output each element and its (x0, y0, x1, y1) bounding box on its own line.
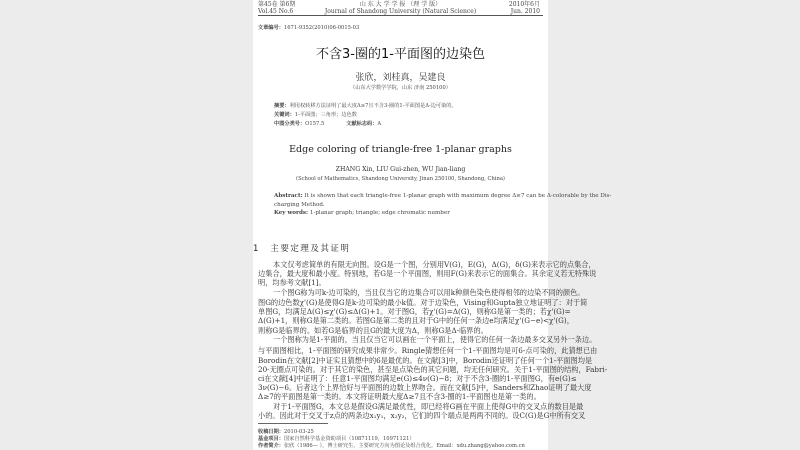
footnote-text: 2010-03-25 (283, 429, 314, 435)
date-en: Jun. 2010 (510, 8, 540, 15)
section-number: 1 (253, 244, 259, 254)
abstract-cn (274, 102, 457, 109)
authors-en: ZHANG Xin, LIU Gui-zhen, WU Jian-liang (335, 166, 466, 173)
body-line: 明，均参考文献[1]。 (258, 278, 326, 287)
footnote-received (258, 428, 314, 435)
body-line: ci在文献[4]中证明了：任意1-平面图均满足e(G)≤4ν(G)−8；对于不含3-圈的1-平面图G，有e(G)≤ (258, 374, 577, 383)
title-cn: 不含3-圈的1-平面图的边染色 (316, 47, 485, 62)
body-line: 与平面图相比，1-平面图的研究成果非常少。Ringle猜想任何一个1-平面图均是可6-点可染的，此猜想已由 (258, 346, 598, 355)
body-line: 一个图称为是1-平面的，当且仅当它可以画在一个平面上，使得它的任何一条边最多交叉另外一条边。 (273, 335, 597, 344)
doc-code-value: A (377, 121, 382, 127)
footnote-author (258, 442, 525, 449)
keywords-en-label: Key words: (274, 210, 309, 216)
section-title: 主要定理及其证明 (270, 244, 351, 254)
keywords-cn-text: 1-平面图；三角形；边色数 (294, 112, 357, 118)
body-line: 3ν(G)−6。后者这个上界恰好与平面图的边数上界吻合。而在文献[5]中，Sanders和Zhao证明了最大度 (258, 383, 592, 392)
body-line: 则称G是临界的。如若G是临界的且G的最大度为Δ，则称G是Δ-临界的。 (258, 326, 488, 335)
footnote-funding (258, 435, 415, 442)
abstract-cn-label: 摘要： (274, 103, 290, 109)
body-line: 本文仅考虑简单的有限无向图。设G是一个图，分别用V(G)，E(G)，Δ(G)，δ(G)来表示它的点集合， (273, 260, 596, 269)
title-en: Edge coloring of triangle-free 1-planar graphs (289, 144, 512, 155)
classification (274, 120, 381, 127)
body-line: 20-无圈点可染的。对于其它的染色，甚至是点染色的其它问题，均无任何研究。关于1-平面图的结构，Fabri- (258, 365, 608, 374)
body-line: 小的。因此对于交叉于z点的两条边x₁y₁，x₂y₂，它们的四个端点是两两不同的。设C(G)是G中所有交叉 (258, 411, 586, 420)
body-line: Δ≥7的平面图是第一类的。本文将证明最大度Δ≥7且不含3-圈的1-平面图也是第一类的。 (258, 392, 541, 401)
keywords-en (274, 210, 450, 216)
clc-value: O157.5 (305, 121, 325, 127)
header-rule (258, 15, 543, 16)
body-line: Δ(G)+1，则称G是第二类的。若图G是第二类的且对于G中的任何一条边e均满足χ'(G−e)<χ'(G)， (258, 316, 574, 325)
article-number-value: 1671-9352(2010)06-0015-03 (283, 25, 360, 31)
abstract-en (274, 193, 611, 199)
footnote-rule (258, 423, 328, 424)
body-line: 一个图G称为可k-边可染的，当且仅当它的边集合可以用k种颜色染色使得相邻的边染不同的颜色。 (273, 288, 585, 297)
document-page (253, 0, 612, 450)
authors-cn: 张欣，刘桂真，吴建良 (355, 73, 446, 83)
footnote-text: 张欣（1986— ），博士研究生，主要研究方向为图论及组合优化。Email：xdu.zhang@yahoo.com.cn (283, 443, 525, 449)
body-line: 图G的边色数χ'(G)是使得G是k-边可染的最小k值。对于边染色，Vising和Gupta独立地证明了：对于简 (258, 298, 588, 307)
abstract-en-line: It is shown that each triangle-free 1-planar graph with maximum degree Δ≥7 can be Δ-colorable by the Dis- (304, 193, 612, 199)
keywords-en-text: 1-planar graph; triangle; edge chromatic number (309, 210, 450, 216)
journal-en: Journal of Shandong University (Natural Science) (324, 8, 477, 15)
footnote-label: 基金项目： (258, 436, 284, 442)
abstract-en-line: charging Method. (274, 202, 325, 208)
body-line: 边集合，最大度和最小度。特别地，若G是一个平面图，则用F(G)来表示它的面集合。其余定义若无特殊说 (258, 269, 597, 278)
volume-cn: 第45卷 第6期 (258, 1, 296, 8)
doc-code-label: 文献标志码： (346, 121, 378, 127)
affiliation-cn: （山东大学数学学院，山东 济南 250100） (350, 85, 451, 91)
abstract-en-label: Abstract: (274, 193, 303, 199)
abstract-cn-text: 利用权转移方法证明了最大度Δ≥7且不含3-圈的1-平面图是Δ-边可染的。 (289, 103, 457, 109)
article-number-label: 文章编号： (258, 25, 284, 31)
body-line: 单图G，均满足Δ(G)≤χ'(G)≤Δ(G)+1。对于图G，若χ'(G)=Δ(G)，则称G是第一类的；若χ'(G)= (258, 307, 571, 316)
section-heading (253, 242, 350, 254)
footnote-label: 作者简介： (258, 443, 284, 449)
keywords-cn (274, 111, 357, 118)
article-number (258, 24, 359, 31)
footnote-label: 收稿日期： (258, 429, 284, 435)
journal-cn: 山 东 大 学 学 报 （理 学 版） (359, 1, 442, 8)
body-line: Borodin在文献[2]中证实且猜想中的6是最优的。在文献[3]中，Borodin还证明了任何一个1-平面图均是 (258, 356, 593, 365)
affiliation-en: (School of Mathematics, Shandong University, Jinan 250100, Shandong, China) (296, 176, 505, 182)
clc-label: 中图分类号： (274, 121, 306, 127)
footnote-text: 国家自然科学基金资助项目（10871119，10971121） (283, 436, 415, 442)
keywords-cn-label: 关键词： (274, 112, 295, 118)
volume-en: Vol.45 No.6 (258, 8, 294, 15)
date-cn: 2010年6月 (508, 1, 540, 8)
body-line: 对于1-平面图G，本文总是假设G满足最优性，即已经将G画在平面上使得G中的交叉点的数目是最 (273, 402, 584, 411)
